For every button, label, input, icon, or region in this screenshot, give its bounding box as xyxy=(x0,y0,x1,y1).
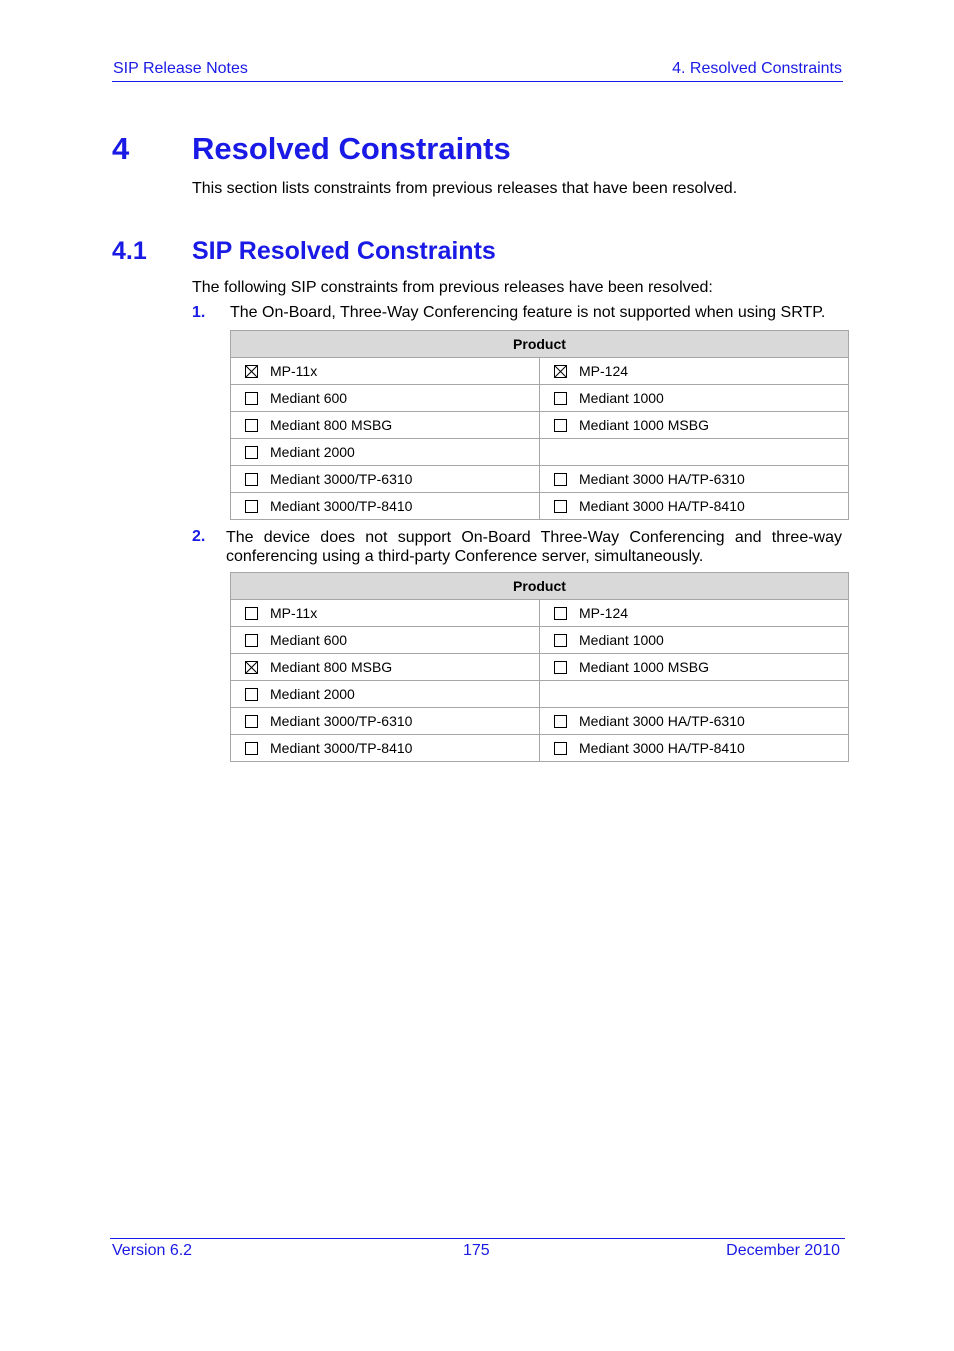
footer-page-number: 175 xyxy=(463,1242,490,1259)
checked-box-icon xyxy=(245,661,258,674)
checkbox-icon xyxy=(245,607,258,620)
checkbox-icon xyxy=(554,607,567,620)
section-number: 4.1 xyxy=(112,237,147,265)
checked-box-icon xyxy=(245,365,258,378)
product-cell xyxy=(231,708,540,735)
footer-version: Version 6.2 xyxy=(112,1242,193,1259)
checkbox-icon xyxy=(245,715,258,728)
product-label: MP-11x xyxy=(270,605,318,621)
table-header: Product xyxy=(231,573,849,600)
product-cell xyxy=(231,439,540,466)
checkbox-icon xyxy=(554,419,567,432)
item-text: The On-Board, Three-Way Conferencing feature is not supported when using SRTP. xyxy=(230,304,826,321)
product-label: Mediant 1000 MSBG xyxy=(579,417,709,433)
checkbox-icon xyxy=(245,446,258,459)
product-label: Mediant 800 MSBG xyxy=(270,417,393,433)
footer-rule xyxy=(110,1238,845,1239)
checkbox-icon xyxy=(554,634,567,647)
product-cell xyxy=(231,627,540,654)
product-label: Mediant 2000 xyxy=(270,444,355,460)
checkbox-icon xyxy=(554,500,567,513)
product-cell xyxy=(540,466,849,493)
product-cell xyxy=(231,600,540,627)
product-label: Mediant 3000 HA/TP-8410 xyxy=(579,740,745,756)
product-cell xyxy=(540,358,849,385)
table-row xyxy=(231,412,849,439)
chapter-intro: This section lists constraints from previous releases that have been resolved. xyxy=(192,180,738,197)
product-label: Mediant 800 MSBG xyxy=(270,659,393,675)
checkbox-icon xyxy=(554,661,567,674)
table-row xyxy=(231,493,849,520)
product-cell xyxy=(540,708,849,735)
product-cell xyxy=(540,600,849,627)
product-cell xyxy=(540,627,849,654)
checkbox-icon xyxy=(245,634,258,647)
page-header xyxy=(112,60,843,82)
section-title: SIP Resolved Constraints xyxy=(192,237,496,265)
product-cell xyxy=(540,412,849,439)
checkbox-icon xyxy=(245,392,258,405)
checkbox-icon xyxy=(554,473,567,486)
product-label: Mediant 600 xyxy=(270,632,348,648)
checkbox-icon xyxy=(245,742,258,755)
checked-box-icon xyxy=(554,365,567,378)
product-cell xyxy=(540,654,849,681)
table-row xyxy=(231,466,849,493)
product-label: Mediant 1000 xyxy=(579,632,664,648)
product-label: Mediant 1000 xyxy=(579,390,664,406)
table-row xyxy=(231,358,849,385)
checkbox-icon xyxy=(554,715,567,728)
item-number: 1. xyxy=(192,304,206,321)
product-cell xyxy=(231,654,540,681)
chapter-number: 4 xyxy=(112,131,130,166)
product-cell xyxy=(540,493,849,520)
header-doc-title: SIP Release Notes xyxy=(113,60,248,77)
product-cell xyxy=(231,735,540,762)
checkbox-icon xyxy=(245,500,258,513)
section-intro: The following SIP constraints from previous releases have been resolved: xyxy=(192,279,713,296)
product-cell xyxy=(540,385,849,412)
checkbox-icon xyxy=(554,742,567,755)
footer-date: December 2010 xyxy=(726,1242,840,1259)
product-label: Mediant 600 xyxy=(270,390,348,406)
checkbox-icon xyxy=(245,419,258,432)
product-label: MP-124 xyxy=(579,605,629,621)
product-cell xyxy=(540,681,849,708)
product-label: Mediant 3000/TP-6310 xyxy=(270,713,413,729)
checkbox-icon xyxy=(245,473,258,486)
checkbox-icon xyxy=(245,688,258,701)
chapter-title: Resolved Constraints xyxy=(192,131,511,166)
table-header: Product xyxy=(231,331,849,358)
table-row xyxy=(231,600,849,627)
product-cell xyxy=(540,439,849,466)
product-label: Mediant 3000 HA/TP-6310 xyxy=(579,471,745,487)
header-section-title: 4. Resolved Constraints xyxy=(672,60,842,77)
product-label: MP-124 xyxy=(579,363,629,379)
product-table xyxy=(230,572,849,762)
item-number: 2. xyxy=(192,528,206,545)
table-row xyxy=(231,385,849,412)
product-label: Mediant 2000 xyxy=(270,686,355,702)
product-cell xyxy=(231,466,540,493)
product-label: Mediant 3000/TP-8410 xyxy=(270,740,413,756)
checkbox-icon xyxy=(554,392,567,405)
product-label: Mediant 3000 HA/TP-6310 xyxy=(579,713,745,729)
product-label: Mediant 3000/TP-8410 xyxy=(270,498,413,514)
product-cell xyxy=(231,412,540,439)
product-table xyxy=(230,330,849,520)
product-label: Mediant 3000 HA/TP-8410 xyxy=(579,498,745,514)
table-row xyxy=(231,735,849,762)
product-label: MP-11x xyxy=(270,363,318,379)
product-cell xyxy=(231,493,540,520)
table-row xyxy=(231,627,849,654)
item-text: The device does not support On-Board Three-Way Conferencing and three-way conferencing using a third-party Conference server, simultaneously. xyxy=(226,529,842,565)
table-row xyxy=(231,681,849,708)
table-row xyxy=(231,708,849,735)
product-label: Mediant 1000 MSBG xyxy=(579,659,709,675)
product-cell xyxy=(231,681,540,708)
table-row xyxy=(231,439,849,466)
product-cell xyxy=(231,385,540,412)
product-cell xyxy=(540,735,849,762)
product-cell xyxy=(231,358,540,385)
table-row xyxy=(231,654,849,681)
product-label: Mediant 3000/TP-6310 xyxy=(270,471,413,487)
